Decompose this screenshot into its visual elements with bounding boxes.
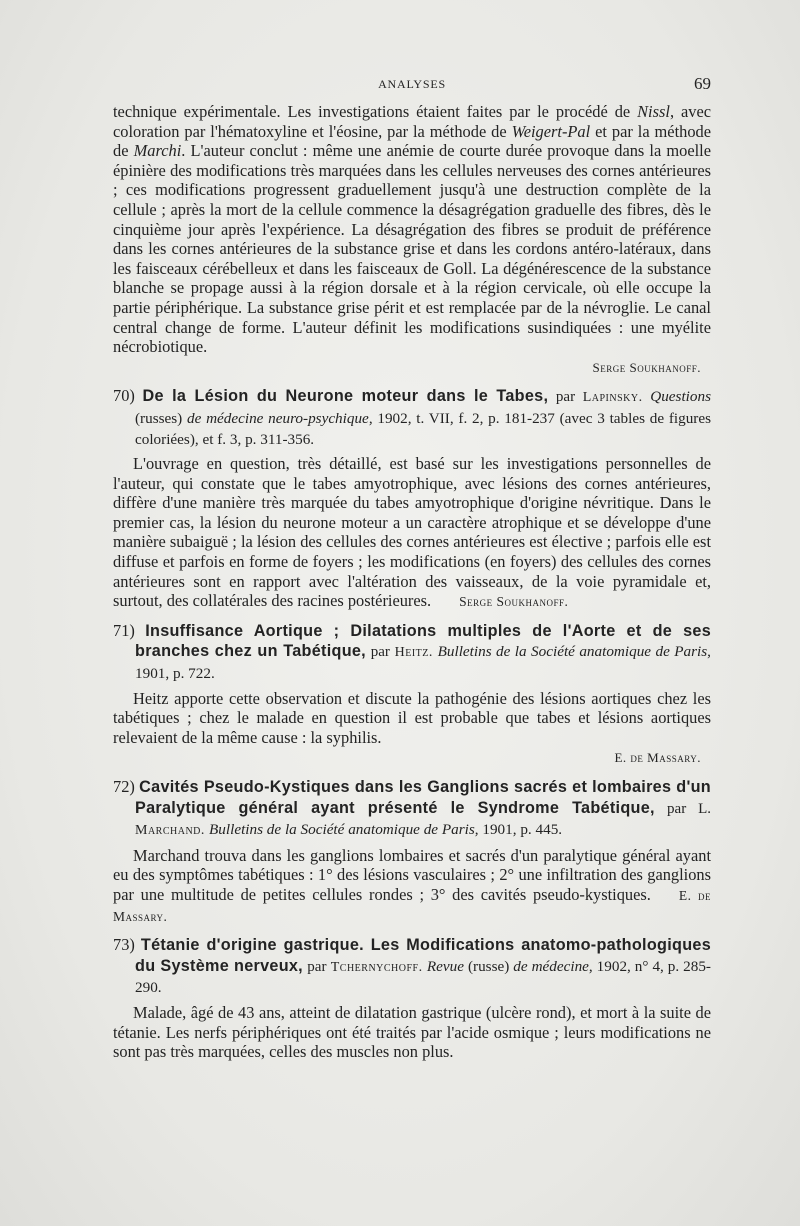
source-title: Revue xyxy=(426,957,464,975)
entry-heading xyxy=(113,777,711,841)
source-text: , 1902, n° 4, p. 285-290. xyxy=(135,957,711,997)
source-title: Bulletins de la Société anatomique de Paris xyxy=(437,643,708,661)
entry-author: Heitz. xyxy=(394,645,433,661)
entry-author: Tchernychoff. xyxy=(330,959,423,975)
review-entry xyxy=(113,935,711,1062)
entry-title: Insuffisance Aortique ; Dilatations multiples de l'Aorte et de ses branches chez un Tabétique, xyxy=(135,621,711,661)
entry-heading xyxy=(113,621,711,684)
entry-by: par xyxy=(555,389,576,406)
review-signature: E. de Massary. xyxy=(113,887,712,924)
entry-author: Marchand. xyxy=(135,823,205,839)
entry-number: 70) xyxy=(113,386,135,406)
source-title: de médecine neuro-psychique xyxy=(186,409,369,427)
entry-by: par L. xyxy=(667,800,711,817)
review-entry xyxy=(113,777,711,926)
continued-paragraph xyxy=(113,102,711,357)
entry-number: 71) xyxy=(113,620,135,640)
page-content xyxy=(113,102,711,1062)
review-signature: E. de Massary. xyxy=(614,750,701,766)
source-text: , 1901, p. 722. xyxy=(135,643,711,683)
method-name: Weigert-Pal xyxy=(511,121,591,141)
text-run: , avec coloration par l'hématoxyline et l'éosine, par la méthode de xyxy=(113,102,712,141)
review-entry xyxy=(113,621,711,768)
source-text: , 1902, t. VII, f. 2, p. 181-237 (avec 3 tables de figures coloriées), et f. 3, p. 311-356. xyxy=(135,409,711,448)
entry-body xyxy=(113,846,711,926)
source-title: Bulletins de la Société anatomique de Paris xyxy=(209,821,475,839)
review-signature: Serge Soukhanoff. xyxy=(459,594,569,610)
source-text: (russes) xyxy=(135,409,187,427)
entry-by: par xyxy=(370,644,390,661)
text-run: et par la méthode de xyxy=(113,121,711,161)
entry-heading xyxy=(113,386,711,449)
entry-author: Lapinsky. xyxy=(582,390,643,406)
text-run: technique expérimentale. Les investigations étaient faites par le procédé de xyxy=(113,102,638,121)
entry-source xyxy=(209,821,562,838)
review-entry xyxy=(113,386,711,612)
entry-by: par xyxy=(307,958,327,975)
page-number: 69 xyxy=(694,74,711,93)
source-title: de médecine xyxy=(513,957,589,975)
source-text: , 1901, p. 445. xyxy=(474,821,563,839)
running-head: ANALYSES xyxy=(378,77,446,91)
entry-title: Cavités Pseudo-Kystiques dans les Ganglions sacrés et lombaires d'un Paralytique général ayant présenté le Syndrome Tabétique, xyxy=(135,778,711,817)
entry-body: Malade, âgé de 43 ans, atteint de dilatation gastrique (ulcère rond), et mort à la suite de tétanie. Les nerfs périphériques ont été traités par l'acide osmique ; leurs modifications ne sont pas très marquées, celles des muscles non plus. xyxy=(113,1002,711,1062)
source-title: Questions xyxy=(650,388,711,406)
entry-title: Tétanie d'origine gastrique. Les Modifications anatomo-pathologiques du Système nerveux, xyxy=(135,936,711,975)
body-text: Marchand trouva dans les ganglions lombaires et sacrés d'un paralytique général ayant eu des symptômes tabétiques : 1° des lésions vasculaires ; 2° une infiltration des ganglions par une multitude de petites cellules rondes ; 3° des cavités pseudo-kystiques. xyxy=(113,845,711,904)
entry-number: 72) xyxy=(113,777,135,796)
entry-title: De la Lésion du Neurone moteur dans le Tabes, xyxy=(142,387,549,406)
method-name: Nissl xyxy=(637,102,670,121)
page-header xyxy=(113,74,711,98)
text-run: . L'auteur conclut : même une anémie de courte durée provoque dans la moelle épinière des modifications très marquées dans les cellules nerveuses des cornes antérieures ; ces modifications progressent graduellement jusqu'à une destruction complète de la cellule ; après la mort de la cellule commence la désagrégation graduelle des fibres, dès le cinquième jour après l'expérience. La désagrégation des fibres se produit de préférence dans les cornes antérieures de la substance grise et dans les cordons antéro-latéraux, dans les faisceaux cérébelleux et dans les faisceaux de Goll. La dégénérescence de la substance blanche se propage aussi à la région dorsale et à la région cervicale, où elle occupe la partie périphérique. La substance grise périt et est remplacée par de la névroglie. Le canal central change de forme. L'auteur définit les modifications susindiquées : une myélite nécrobiotique. xyxy=(113,141,711,357)
entry-number: 73) xyxy=(113,935,135,955)
body-text: L'ouvrage en question, très détaillé, est basé sur les investigations personnelles de l'auteur, qui constate que le tabes amyotrophique, avec lésions des cornes antérieures, diffère d'une manière très marquée du tabes amyotrophique d'origine névritique. Dans le premier cas, la lésion du neurone moteur a un caractère atrophique et se développe d'une manière subaiguë ; la lésion des cellules des cornes antérieures est élective ; parfois elle est diffuse et parfois en forme de foyers ; les modifications (en foyers) des cellules des cornes antérieures sont en rapport avec l'altération des vaisseaux, de la voie pyramidale et, surtout, des collatérales des racines postérieures. xyxy=(113,454,711,611)
source-text: (russe) xyxy=(464,957,514,975)
method-name: Marchi xyxy=(133,141,182,161)
entry-heading xyxy=(113,935,711,998)
entry-body xyxy=(113,454,711,612)
review-signature: Serge Soukhanoff. xyxy=(592,359,701,375)
entry-body: Heitz apporte cette observation et discute la pathogénie des lésions aortiques chez les tabétiques ; chez le malade en question il est probable que tabes et lésions aortiques relevaient de la même cause : la syphilis. xyxy=(113,688,711,747)
